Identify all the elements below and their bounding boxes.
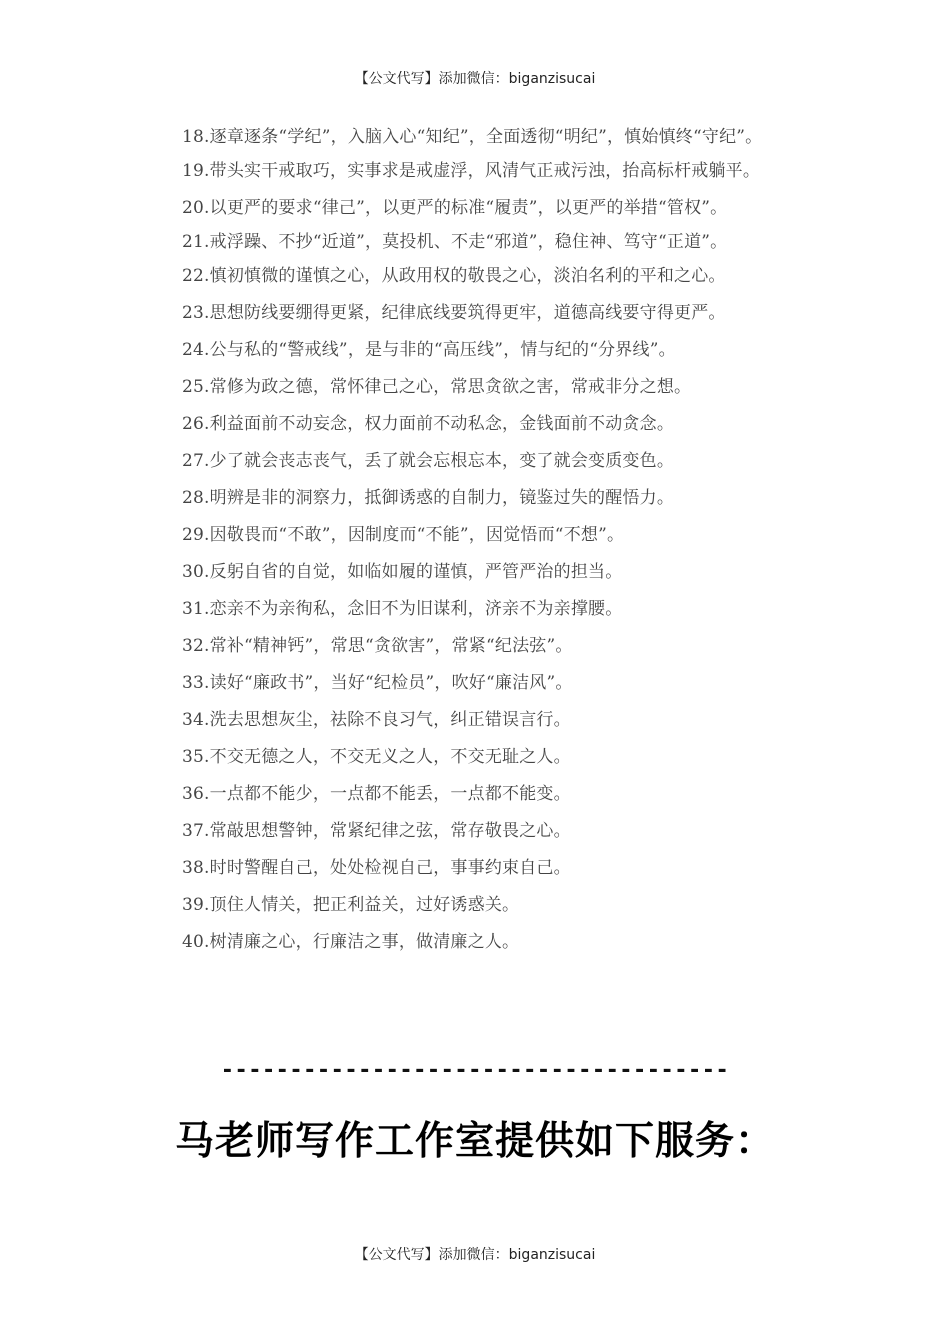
list-item: 19.带头实干戒取巧，实事求是戒虚浮，风清气正戒污浊，抬高标杆戒躺平。 bbox=[182, 161, 761, 181]
list-item: 27.少了就会丧志丧气，丢了就会忘根忘本，变了就会变质变色。 bbox=[182, 451, 675, 471]
list-item: 26.利益面前不动妄念，权力面前不动私念，金钱面前不动贪念。 bbox=[182, 414, 675, 434]
list-item: 29.因敬畏而“不敢”，因制度而“不能”，因觉悟而“不想”。 bbox=[182, 525, 625, 545]
list-item: 33.读好“廉政书”，当好“纪检员”，吹好“廉洁风”。 bbox=[182, 673, 573, 693]
page-footer: 【公文代写】添加微信：biganzisucai bbox=[354, 1247, 596, 1263]
list-item: 30.反躬自省的自觉，如临如履的谨慎，严管严治的担当。 bbox=[182, 562, 623, 582]
list-item: 32.常补“精神钙”，常思“贪欲害”，常紧“纪法弦”。 bbox=[182, 636, 573, 656]
list-item: 37.常敲思想警钟，常紧纪律之弦，常存敬畏之心。 bbox=[182, 821, 571, 841]
list-item: 31.恋亲不为亲徇私，念旧不为旧谋利，济亲不为亲撑腰。 bbox=[182, 599, 623, 619]
list-item: 35.不交无德之人，不交无义之人，不交无耻之人。 bbox=[182, 747, 571, 767]
list-item: 39.顶住人情关，把正利益关，过好诱惑关。 bbox=[182, 895, 520, 915]
list-item: 38.时时警醒自己，处处检视自己，事事约束自己。 bbox=[182, 858, 571, 878]
document-body bbox=[144, 124, 810, 966]
list-item: 20.以更严的要求“律己”，以更严的标准“履责”，以更严的举措“管权”。 bbox=[182, 198, 728, 218]
list-item: 40.树清廉之心，行廉洁之事，做清廉之人。 bbox=[182, 932, 520, 952]
list-item: 23.思想防线要绷得更紧，纪律底线要筑得更牢，道德高线要守得更严。 bbox=[182, 303, 726, 323]
list-item: 21.戒浮躁、不抄“近道”，莫投机、不走“邪道”，稳住神、笃守“正道”。 bbox=[182, 232, 728, 252]
promo-title: 马老师写作工作室提供如下服务： bbox=[174, 1119, 775, 1164]
page-header: 【公文代写】添加微信：biganzisucai bbox=[354, 71, 596, 87]
list-item: 36.一点都不能少，一点都不能丢，一点都不能变。 bbox=[182, 784, 571, 804]
list-item: 18.逐章逐条“学纪”，入脑入心“知纪”，全面透彻“明纪”，慎始慎终“守纪”。 bbox=[182, 127, 763, 147]
list-item: 24.公与私的“警戒线”，是与非的“高压线”，情与纪的“分界线”。 bbox=[182, 340, 676, 360]
list-item: 25.常修为政之德，常怀律己之心，常思贪欲之害，常戒非分之想。 bbox=[182, 377, 692, 397]
list-item: 22.慎初慎微的谨慎之心，从政用权的敬畏之心，淡泊名利的平和之心。 bbox=[182, 266, 726, 286]
list-item: 34.洗去思想灰尘，祛除不良习气，纠正错误言行。 bbox=[182, 710, 571, 730]
section-divider: ------------------------------------- bbox=[220, 1058, 730, 1083]
list-item: 28.明辨是非的洞察力，抵御诱惑的自制力，镜鉴过失的醒悟力。 bbox=[182, 488, 675, 508]
